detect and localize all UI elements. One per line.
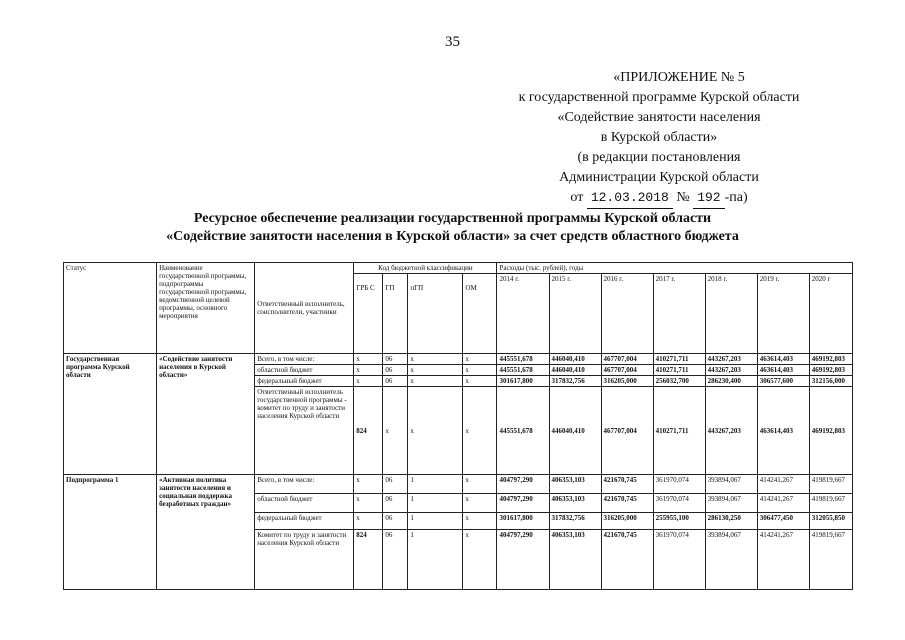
row-value: 404797,290 xyxy=(497,475,549,494)
row-value: 419819,667 xyxy=(809,530,852,590)
header-om: ОМ xyxy=(463,274,497,354)
row-value: 446040,410 xyxy=(549,387,601,475)
header-grbs: ГРБ С xyxy=(354,274,383,354)
row-executor: Комитет по труду и занятости населения Курской области xyxy=(255,530,354,590)
row-pgp: x xyxy=(408,354,463,365)
page-number: 35 xyxy=(445,34,460,50)
row-gp: 06 xyxy=(383,376,408,387)
row-grbs: x xyxy=(354,494,383,513)
resolution-date: 12.03.2018 xyxy=(587,188,673,209)
row-value: 419819,667 xyxy=(809,475,852,494)
row-om: x xyxy=(463,530,497,590)
row-value: 410271,711 xyxy=(653,354,705,365)
row-om: x xyxy=(463,513,497,530)
table-row xyxy=(64,475,853,494)
row-value: 404797,290 xyxy=(497,494,549,513)
row-value: 446040,410 xyxy=(549,365,601,376)
title-line-1: Ресурсное обеспечение реализации государственной программы Курской области xyxy=(193,211,712,226)
row-gp: x xyxy=(383,387,408,475)
header-name: Наименование государственной программы, подпрограммы государственной программы, ведомственной целевой программы, основного мероприятия xyxy=(157,263,255,354)
row-value: 421670,745 xyxy=(601,494,653,513)
row-executor: Ответственный исполнитель государственной программы - комитет по труду и занятости населения Курской области xyxy=(255,387,354,475)
row-grbs: x xyxy=(354,354,383,365)
row-value: 467707,004 xyxy=(601,365,653,376)
row-grbs: x xyxy=(354,376,383,387)
row-pgp: x xyxy=(408,387,463,475)
row-pgp: x xyxy=(408,376,463,387)
header-pgp: пГП xyxy=(408,274,463,354)
row-value: 421670,745 xyxy=(601,530,653,590)
row-name: «Содействие занятости населения в Курской области» xyxy=(157,354,255,475)
row-value: 317832,756 xyxy=(549,376,601,387)
row-pgp: 1 xyxy=(408,475,463,494)
resolution-number: 192 xyxy=(693,188,724,209)
row-value: 443267,203 xyxy=(705,365,757,376)
row-value: 393894,067 xyxy=(705,530,757,590)
row-value: 445551,678 xyxy=(497,354,549,365)
row-gp: 06 xyxy=(383,530,408,590)
row-value: 469192,803 xyxy=(809,387,852,475)
row-grbs: x xyxy=(354,513,383,530)
row-value: 463614,403 xyxy=(757,387,809,475)
row-grbs: x xyxy=(354,365,383,376)
header-code-group: Код бюджетной классификации xyxy=(354,263,497,274)
row-value: 467707,004 xyxy=(601,387,653,475)
row-status: Государственная программа Курской области xyxy=(64,354,157,475)
row-value: 256032,700 xyxy=(653,376,705,387)
row-status: Подпрограмма 1 xyxy=(64,475,157,590)
row-om: x xyxy=(463,354,497,365)
row-value: 467707,004 xyxy=(601,354,653,365)
row-gp: 06 xyxy=(383,365,408,376)
row-om: x xyxy=(463,494,497,513)
row-value: 419819,667 xyxy=(809,494,852,513)
row-value: 361970,074 xyxy=(653,475,705,494)
row-value: 312156,000 xyxy=(809,376,852,387)
row-om: x xyxy=(463,365,497,376)
row-grbs: 824 xyxy=(354,530,383,590)
resolution-line xyxy=(479,188,839,209)
row-value: 446040,410 xyxy=(549,354,601,365)
row-value: 361970,074 xyxy=(653,530,705,590)
row-gp: 06 xyxy=(383,513,408,530)
row-value: 301617,800 xyxy=(497,513,549,530)
number-sign: № xyxy=(676,190,690,205)
appendix-block xyxy=(479,68,839,209)
row-value: 317832,756 xyxy=(549,513,601,530)
row-value: 406353,103 xyxy=(549,530,601,590)
row-pgp: 1 xyxy=(408,494,463,513)
row-executor: федеральный бюджет xyxy=(255,376,354,387)
row-executor: областной бюджет xyxy=(255,365,354,376)
row-value: 286230,400 xyxy=(705,376,757,387)
row-value: 414241,267 xyxy=(757,494,809,513)
row-executor: федеральный бюджет xyxy=(255,513,354,530)
header-year: 2020 г xyxy=(809,274,852,354)
appendix-line: «Содействие занятости населения xyxy=(557,110,761,125)
row-value: 306477,450 xyxy=(757,513,809,530)
row-gp: 06 xyxy=(383,354,408,365)
table-row xyxy=(64,354,853,365)
from-prefix: от xyxy=(570,190,584,205)
header-year: 2015 г. xyxy=(549,274,601,354)
document-title xyxy=(0,210,905,246)
row-value: 463614,403 xyxy=(757,354,809,365)
row-executor: Всего, в том числе: xyxy=(255,354,354,365)
budget-table xyxy=(63,262,853,590)
row-value: 443267,203 xyxy=(705,387,757,475)
row-value: 469192,803 xyxy=(809,354,852,365)
row-pgp: 1 xyxy=(408,530,463,590)
row-om: x xyxy=(463,475,497,494)
row-gp: 06 xyxy=(383,475,408,494)
row-value: 421670,745 xyxy=(601,475,653,494)
row-value: 445551,678 xyxy=(497,387,549,475)
header-year: 2014 г. xyxy=(497,274,549,354)
row-value: 404797,290 xyxy=(497,530,549,590)
row-value: 406353,103 xyxy=(549,494,601,513)
row-name: «Активная политика занятости населения и социальная поддержка безработных граждан» xyxy=(157,475,255,590)
row-pgp: 1 xyxy=(408,513,463,530)
row-value: 445551,678 xyxy=(497,365,549,376)
row-value: 301617,800 xyxy=(497,376,549,387)
row-value: 312055,850 xyxy=(809,513,852,530)
row-value: 306577,600 xyxy=(757,376,809,387)
row-value: 255955,100 xyxy=(653,513,705,530)
appendix-line: Администрации Курской области xyxy=(559,170,759,185)
row-om: x xyxy=(463,387,497,475)
header-status: Статус xyxy=(64,263,157,354)
row-value: 406353,103 xyxy=(549,475,601,494)
header-year: 2018 г. xyxy=(705,274,757,354)
row-executor: Всего, в том числе: xyxy=(255,475,354,494)
row-value: 414241,267 xyxy=(757,475,809,494)
row-value: 393894,067 xyxy=(705,475,757,494)
row-value: 410271,711 xyxy=(653,387,705,475)
row-value: 414241,267 xyxy=(757,530,809,590)
row-value: 443267,203 xyxy=(705,354,757,365)
row-om: x xyxy=(463,376,497,387)
header-expenses-group: Расходы (тыс. рублей), годы xyxy=(497,263,853,274)
header-executor: Ответственный исполнитель, соисполнители, участники xyxy=(255,263,354,354)
row-value: 316205,000 xyxy=(601,376,653,387)
row-value: 393894,067 xyxy=(705,494,757,513)
row-executor: областной бюджет xyxy=(255,494,354,513)
resolution-suffix: -па) xyxy=(724,190,748,205)
header-gp: ГП xyxy=(383,274,408,354)
row-value: 410271,711 xyxy=(653,365,705,376)
appendix-line: к государственной программе Курской области xyxy=(518,90,800,105)
title-line-2: «Содействие занятости населения в Курской области» за счет средств областного бюджета xyxy=(166,229,739,244)
row-value: 469192,803 xyxy=(809,365,852,376)
row-value: 361970,074 xyxy=(653,494,705,513)
row-value: 463614,403 xyxy=(757,365,809,376)
appendix-line: в Курской области» xyxy=(600,130,718,145)
row-value: 316205,000 xyxy=(601,513,653,530)
row-value: 286130,250 xyxy=(705,513,757,530)
row-grbs: x xyxy=(354,475,383,494)
row-grbs: 824 xyxy=(354,387,383,475)
appendix-line: «ПРИЛОЖЕНИЕ № 5 xyxy=(613,70,745,85)
row-pgp: x xyxy=(408,365,463,376)
appendix-line: (в редакции постановления xyxy=(577,150,741,165)
row-gp: 06 xyxy=(383,494,408,513)
header-year: 2017 г. xyxy=(653,274,705,354)
header-year: 2016 г. xyxy=(601,274,653,354)
header-year: 2019 г. xyxy=(757,274,809,354)
